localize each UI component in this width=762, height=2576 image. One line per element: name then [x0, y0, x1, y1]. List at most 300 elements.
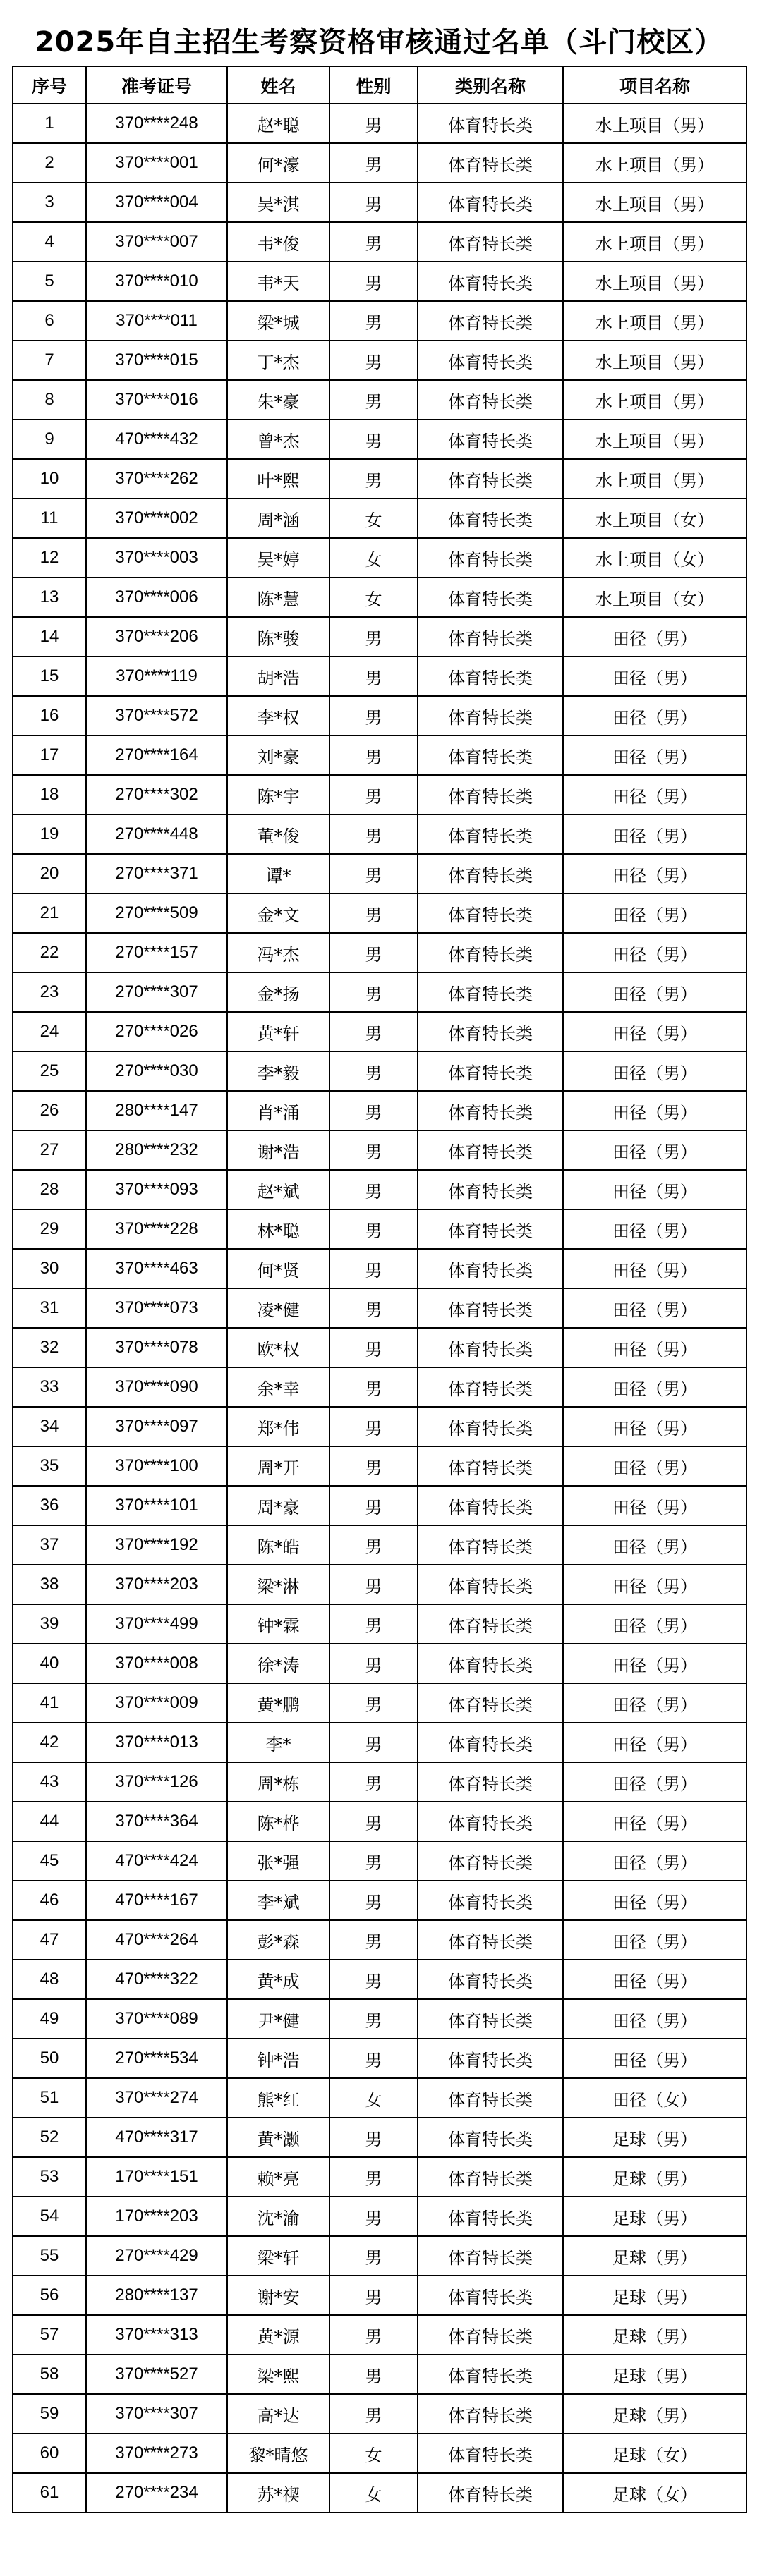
cell-index: 30 [13, 1249, 86, 1288]
cell-gender: 男 [329, 2157, 418, 2197]
cell-name: 黄*源 [227, 2315, 329, 2355]
table-row [13, 2039, 746, 2078]
cell-gender: 男 [329, 301, 418, 341]
cell-name: 谢*安 [227, 2276, 329, 2315]
cell-name: 赵*聪 [227, 104, 329, 143]
cell-category: 体育特长类 [418, 2434, 563, 2473]
cell-category: 体育特长类 [418, 2394, 563, 2434]
table-row [13, 1209, 746, 1249]
header-gender: 性别 [329, 66, 418, 104]
cell-exam-number: 370****192 [86, 1525, 227, 1565]
cell-index: 44 [13, 1802, 86, 1841]
cell-index: 48 [13, 1960, 86, 1999]
cell-gender: 女 [329, 2434, 418, 2473]
cell-exam-number: 270****026 [86, 1012, 227, 1051]
page-title: 2025年自主招生考察资格审核通过名单（斗门校区） [34, 26, 724, 59]
cell-gender: 男 [329, 2197, 418, 2236]
cell-gender: 男 [329, 1328, 418, 1367]
cell-index: 23 [13, 972, 86, 1012]
cell-exam-number: 470****264 [86, 1920, 227, 1960]
cell-exam-number: 370****499 [86, 1604, 227, 1644]
cell-gender: 女 [329, 538, 418, 578]
table-row [13, 2118, 746, 2157]
cell-index: 38 [13, 1565, 86, 1604]
header-index: 序号 [13, 66, 86, 104]
cell-project: 水上项目（男） [563, 420, 746, 459]
table-row [13, 262, 746, 301]
cell-gender: 男 [329, 1999, 418, 2039]
cell-index: 49 [13, 1999, 86, 2039]
cell-project: 水上项目（女） [563, 578, 746, 617]
cell-exam-number: 270****371 [86, 854, 227, 893]
cell-index: 61 [13, 2473, 86, 2513]
table-row [13, 2078, 746, 2118]
table-row [13, 1565, 746, 1604]
cell-category: 体育特长类 [418, 538, 563, 578]
cell-index: 36 [13, 1486, 86, 1525]
cell-project: 田径（男） [563, 617, 746, 657]
cell-name: 陈*宇 [227, 775, 329, 814]
cell-name: 陈*慧 [227, 578, 329, 617]
table-row [13, 341, 746, 380]
cell-category: 体育特长类 [418, 2078, 563, 2118]
cell-gender: 男 [329, 1367, 418, 1407]
cell-gender: 男 [329, 893, 418, 933]
cell-gender: 男 [329, 1486, 418, 1525]
cell-gender: 男 [329, 2394, 418, 2434]
cell-project: 足球（男） [563, 2355, 746, 2394]
cell-index: 4 [13, 222, 86, 262]
cell-name: 凌*健 [227, 1288, 329, 1328]
table-row [13, 1802, 746, 1841]
cell-name: 陈*皓 [227, 1525, 329, 1565]
cell-project: 田径（男） [563, 1170, 746, 1209]
cell-index: 51 [13, 2078, 86, 2118]
table-row [13, 1999, 746, 2039]
cell-gender: 男 [329, 1288, 418, 1328]
cell-gender: 男 [329, 657, 418, 696]
cell-project: 足球（男） [563, 2118, 746, 2157]
cell-name: 彭*森 [227, 1920, 329, 1960]
header-exam-number: 准考证号 [86, 66, 227, 104]
cell-category: 体育特长类 [418, 972, 563, 1012]
cell-project: 水上项目（男） [563, 104, 746, 143]
cell-category: 体育特长类 [418, 657, 563, 696]
cell-project: 田径（男） [563, 1723, 746, 1762]
cell-category: 体育特长类 [418, 499, 563, 538]
cell-exam-number: 270****448 [86, 814, 227, 854]
cell-index: 42 [13, 1723, 86, 1762]
cell-gender: 男 [329, 2276, 418, 2315]
cell-index: 27 [13, 1130, 86, 1170]
cell-category: 体育特长类 [418, 222, 563, 262]
cell-project: 田径（男） [563, 854, 746, 893]
cell-project: 田径（男） [563, 1920, 746, 1960]
header-category: 类别名称 [418, 66, 563, 104]
cell-name: 李*毅 [227, 1051, 329, 1091]
table-row [13, 1683, 746, 1723]
cell-project: 田径（男） [563, 1249, 746, 1288]
cell-gender: 男 [329, 341, 418, 380]
cell-category: 体育特长类 [418, 183, 563, 222]
cell-project: 田径（男） [563, 1762, 746, 1802]
cell-index: 33 [13, 1367, 86, 1407]
cell-exam-number: 270****164 [86, 735, 227, 775]
cell-exam-number: 370****572 [86, 696, 227, 735]
cell-name: 林*聪 [227, 1209, 329, 1249]
cell-category: 体育特长类 [418, 2315, 563, 2355]
cell-index: 3 [13, 183, 86, 222]
cell-exam-number: 270****509 [86, 893, 227, 933]
cell-index: 5 [13, 262, 86, 301]
table-row [13, 143, 746, 183]
table-row [13, 1407, 746, 1446]
cell-category: 体育特长类 [418, 2355, 563, 2394]
cell-name: 丁*杰 [227, 341, 329, 380]
cell-gender: 男 [329, 1051, 418, 1091]
cell-project: 田径（男） [563, 735, 746, 775]
cell-category: 体育特长类 [418, 1960, 563, 1999]
cell-name: 徐*涛 [227, 1644, 329, 1683]
cell-category: 体育特长类 [418, 1130, 563, 1170]
cell-gender: 男 [329, 183, 418, 222]
cell-project: 田径（男） [563, 1881, 746, 1920]
cell-index: 1 [13, 104, 86, 143]
cell-project: 田径（男） [563, 657, 746, 696]
cell-category: 体育特长类 [418, 1723, 563, 1762]
cell-gender: 女 [329, 2473, 418, 2513]
cell-index: 43 [13, 1762, 86, 1802]
cell-category: 体育特长类 [418, 1644, 563, 1683]
cell-name: 周*豪 [227, 1486, 329, 1525]
cell-category: 体育特长类 [418, 1486, 563, 1525]
cell-exam-number: 370****002 [86, 499, 227, 538]
cell-index: 34 [13, 1407, 86, 1446]
cell-project: 田径（男） [563, 1367, 746, 1407]
cell-category: 体育特长类 [418, 1170, 563, 1209]
cell-name: 沈*渝 [227, 2197, 329, 2236]
table-row [13, 1367, 746, 1407]
cell-gender: 男 [329, 933, 418, 972]
cell-exam-number: 370****013 [86, 1723, 227, 1762]
cell-project: 足球（女） [563, 2434, 746, 2473]
cell-name: 梁*淋 [227, 1565, 329, 1604]
table-row [13, 735, 746, 775]
cell-project: 水上项目（男） [563, 222, 746, 262]
cell-project: 田径（男） [563, 1960, 746, 1999]
cell-gender: 男 [329, 1130, 418, 1170]
cell-index: 56 [13, 2276, 86, 2315]
cell-name: 陈*骏 [227, 617, 329, 657]
table-row [13, 696, 746, 735]
cell-project: 田径（男） [563, 893, 746, 933]
cell-gender: 男 [329, 2236, 418, 2276]
cell-project: 足球（女） [563, 2473, 746, 2513]
cell-exam-number: 370****073 [86, 1288, 227, 1328]
cell-name: 钟*霖 [227, 1604, 329, 1644]
cell-gender: 男 [329, 459, 418, 499]
cell-category: 体育特长类 [418, 854, 563, 893]
cell-index: 22 [13, 933, 86, 972]
cell-project: 田径（男） [563, 814, 746, 854]
cell-name: 韦*俊 [227, 222, 329, 262]
cell-project: 田径（男） [563, 1683, 746, 1723]
cell-name: 高*达 [227, 2394, 329, 2434]
cell-project: 水上项目（男） [563, 341, 746, 380]
cell-exam-number: 370****119 [86, 657, 227, 696]
table-row [13, 1881, 746, 1920]
cell-name: 梁*城 [227, 301, 329, 341]
cell-project: 足球（男） [563, 2315, 746, 2355]
cell-name: 曾*杰 [227, 420, 329, 459]
cell-project: 田径（男） [563, 1802, 746, 1841]
cell-exam-number: 270****030 [86, 1051, 227, 1091]
cell-project: 田径（男） [563, 2039, 746, 2078]
cell-category: 体育特长类 [418, 1683, 563, 1723]
cell-exam-number: 370****011 [86, 301, 227, 341]
cell-index: 19 [13, 814, 86, 854]
cell-exam-number: 370****015 [86, 341, 227, 380]
cell-exam-number: 370****527 [86, 2355, 227, 2394]
cell-index: 14 [13, 617, 86, 657]
cell-name: 吴*淇 [227, 183, 329, 222]
cell-gender: 男 [329, 104, 418, 143]
cell-gender: 男 [329, 972, 418, 1012]
cell-exam-number: 370****248 [86, 104, 227, 143]
cell-exam-number: 370****090 [86, 1367, 227, 1407]
cell-index: 28 [13, 1170, 86, 1209]
table-row [13, 578, 746, 617]
cell-category: 体育特长类 [418, 420, 563, 459]
cell-name: 李*斌 [227, 1881, 329, 1920]
cell-project: 田径（男） [563, 1130, 746, 1170]
cell-name: 黎*晴悠 [227, 2434, 329, 2473]
document-frame [12, 20, 746, 2513]
cell-category: 体育特长类 [418, 578, 563, 617]
cell-exam-number: 370****313 [86, 2315, 227, 2355]
cell-exam-number: 280****137 [86, 2276, 227, 2315]
cell-index: 52 [13, 2118, 86, 2157]
cell-project: 田径（男） [563, 1525, 746, 1565]
cell-project: 田径（男） [563, 1209, 746, 1249]
cell-gender: 男 [329, 1565, 418, 1604]
cell-exam-number: 370****126 [86, 1762, 227, 1802]
cell-gender: 男 [329, 262, 418, 301]
cell-index: 25 [13, 1051, 86, 1091]
cell-project: 水上项目（女） [563, 499, 746, 538]
cell-category: 体育特长类 [418, 617, 563, 657]
cell-gender: 男 [329, 1091, 418, 1130]
cell-project: 田径（女） [563, 2078, 746, 2118]
cell-index: 41 [13, 1683, 86, 1723]
cell-project: 水上项目（男） [563, 262, 746, 301]
cell-gender: 男 [329, 2118, 418, 2157]
cell-name: 董*俊 [227, 814, 329, 854]
cell-name: 吴*婷 [227, 538, 329, 578]
cell-exam-number: 370****273 [86, 2434, 227, 2473]
cell-exam-number: 270****302 [86, 775, 227, 814]
cell-category: 体育特长类 [418, 2276, 563, 2315]
cell-category: 体育特长类 [418, 1604, 563, 1644]
cell-index: 31 [13, 1288, 86, 1328]
cell-exam-number: 370****364 [86, 1802, 227, 1841]
cell-name: 胡*浩 [227, 657, 329, 696]
cell-gender: 男 [329, 1604, 418, 1644]
cell-project: 水上项目（男） [563, 183, 746, 222]
table-row [13, 1960, 746, 1999]
cell-name: 尹*健 [227, 1999, 329, 2039]
cell-gender: 男 [329, 1762, 418, 1802]
cell-index: 2 [13, 143, 86, 183]
cell-project: 足球（男） [563, 2197, 746, 2236]
cell-project: 水上项目（男） [563, 459, 746, 499]
cell-project: 田径（男） [563, 972, 746, 1012]
cell-gender: 女 [329, 578, 418, 617]
cell-project: 水上项目（男） [563, 380, 746, 420]
cell-exam-number: 270****534 [86, 2039, 227, 2078]
cell-name: 张*强 [227, 1841, 329, 1881]
cell-name: 赖*亮 [227, 2157, 329, 2197]
cell-index: 13 [13, 578, 86, 617]
table-row [13, 2236, 746, 2276]
cell-category: 体育特长类 [418, 459, 563, 499]
cell-gender: 女 [329, 499, 418, 538]
cell-category: 体育特长类 [418, 1446, 563, 1486]
cell-category: 体育特长类 [418, 2039, 563, 2078]
cell-index: 12 [13, 538, 86, 578]
cell-gender: 男 [329, 1249, 418, 1288]
table-row [13, 2197, 746, 2236]
table-row [13, 972, 746, 1012]
cell-name: 苏*禊 [227, 2473, 329, 2513]
cell-index: 54 [13, 2197, 86, 2236]
cell-project: 田径（男） [563, 1604, 746, 1644]
cell-gender: 男 [329, 1960, 418, 1999]
cell-gender: 男 [329, 2355, 418, 2394]
cell-exam-number: 470****424 [86, 1841, 227, 1881]
cell-category: 体育特长类 [418, 1249, 563, 1288]
table-row [13, 893, 746, 933]
cell-project: 水上项目（女） [563, 538, 746, 578]
cell-index: 15 [13, 657, 86, 696]
cell-exam-number: 370****001 [86, 143, 227, 183]
cell-index: 9 [13, 420, 86, 459]
table-row [13, 1288, 746, 1328]
cell-index: 35 [13, 1446, 86, 1486]
cell-index: 21 [13, 893, 86, 933]
cell-name: 肖*涌 [227, 1091, 329, 1130]
cell-exam-number: 370****009 [86, 1683, 227, 1723]
cell-exam-number: 370****262 [86, 459, 227, 499]
cell-category: 体育特长类 [418, 933, 563, 972]
cell-name: 刘*豪 [227, 735, 329, 775]
cell-project: 田径（男） [563, 775, 746, 814]
cell-category: 体育特长类 [418, 1091, 563, 1130]
cell-exam-number: 270****157 [86, 933, 227, 972]
header-name: 姓名 [227, 66, 329, 104]
cell-exam-number: 370****006 [86, 578, 227, 617]
cell-name: 李* [227, 1723, 329, 1762]
cell-exam-number: 280****147 [86, 1091, 227, 1130]
table-header-row [13, 66, 746, 104]
table-row [13, 1091, 746, 1130]
cell-index: 18 [13, 775, 86, 814]
cell-exam-number: 270****307 [86, 972, 227, 1012]
cell-category: 体育特长类 [418, 1288, 563, 1328]
cell-project: 田径（男） [563, 1565, 746, 1604]
cell-gender: 男 [329, 1407, 418, 1446]
cell-project: 田径（男） [563, 1328, 746, 1367]
cell-category: 体育特长类 [418, 1525, 563, 1565]
cell-category: 体育特长类 [418, 1802, 563, 1841]
cell-category: 体育特长类 [418, 1209, 563, 1249]
cell-project: 田径（男） [563, 1091, 746, 1130]
cell-index: 10 [13, 459, 86, 499]
table-body [13, 104, 746, 2513]
cell-exam-number: 370****100 [86, 1446, 227, 1486]
cell-project: 田径（男） [563, 1999, 746, 2039]
cell-exam-number: 470****317 [86, 2118, 227, 2157]
cell-exam-number: 370****010 [86, 262, 227, 301]
cell-index: 7 [13, 341, 86, 380]
cell-name: 黄*灏 [227, 2118, 329, 2157]
cell-name: 余*幸 [227, 1367, 329, 1407]
cell-category: 体育特长类 [418, 262, 563, 301]
cell-name: 谢*浩 [227, 1130, 329, 1170]
table-row [13, 420, 746, 459]
cell-category: 体育特长类 [418, 1407, 563, 1446]
cell-project: 田径（男） [563, 933, 746, 972]
cell-exam-number: 370****274 [86, 2078, 227, 2118]
cell-name: 郑*伟 [227, 1407, 329, 1446]
cell-index: 55 [13, 2236, 86, 2276]
cell-project: 足球（男） [563, 2394, 746, 2434]
table-row [13, 1249, 746, 1288]
cell-exam-number: 370****004 [86, 183, 227, 222]
cell-category: 体育特长类 [418, 301, 563, 341]
table-row [13, 1446, 746, 1486]
table-row [13, 933, 746, 972]
cell-category: 体育特长类 [418, 893, 563, 933]
table-row [13, 2315, 746, 2355]
cell-category: 体育特长类 [418, 2197, 563, 2236]
cell-gender: 男 [329, 1723, 418, 1762]
table-row [13, 1525, 746, 1565]
cell-index: 50 [13, 2039, 86, 2078]
table-row [13, 1486, 746, 1525]
cell-name: 钟*浩 [227, 2039, 329, 2078]
table-row [13, 775, 746, 814]
table-row [13, 1762, 746, 1802]
cell-category: 体育特长类 [418, 1841, 563, 1881]
admission-list-table [12, 66, 747, 2513]
table-row [13, 499, 746, 538]
cell-exam-number: 370****089 [86, 1999, 227, 2039]
cell-name: 赵*斌 [227, 1170, 329, 1209]
cell-category: 体育特长类 [418, 696, 563, 735]
cell-project: 田径（男） [563, 1407, 746, 1446]
cell-gender: 男 [329, 854, 418, 893]
cell-name: 冯*杰 [227, 933, 329, 972]
cell-index: 26 [13, 1091, 86, 1130]
cell-exam-number: 370****093 [86, 1170, 227, 1209]
cell-gender: 男 [329, 2315, 418, 2355]
cell-category: 体育特长类 [418, 1367, 563, 1407]
cell-gender: 男 [329, 735, 418, 775]
cell-category: 体育特长类 [418, 814, 563, 854]
table-row [13, 657, 746, 696]
cell-project: 田径（男） [563, 1288, 746, 1328]
